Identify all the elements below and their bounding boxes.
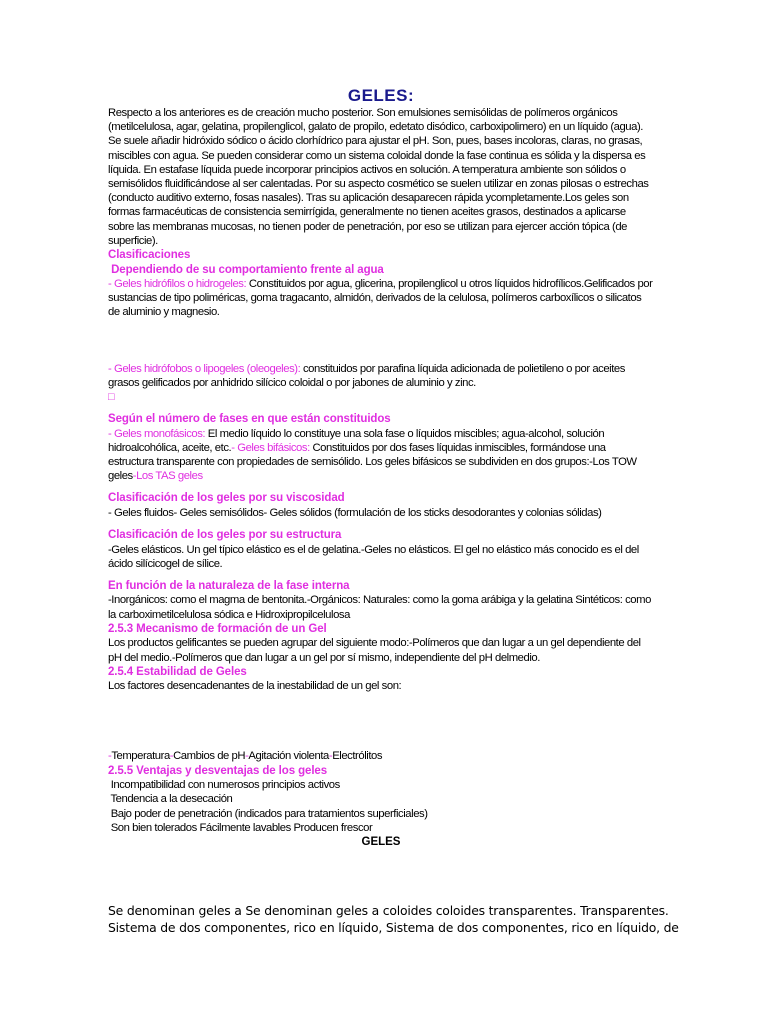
- monofasicos-label: - Geles monofásicos:: [108, 427, 206, 440]
- factor-ph: Cambios de pH: [173, 750, 246, 763]
- document-body: [108, 86, 654, 849]
- bottom-line: Sistema de dos componentes, rico en líquido, Sistema de dos componentes, rico en líquido, de: [108, 920, 679, 935]
- estructura-elasticos: -Geles elásticos. Un gel típico elástico es el de gelatina.: [108, 543, 361, 556]
- fases-paragraph: [108, 427, 654, 484]
- spacer: [108, 320, 654, 362]
- factor-agitacion: Agitación violenta: [248, 750, 329, 763]
- estructura-paragraph: [108, 543, 654, 571]
- factor-dash: -: [169, 750, 174, 763]
- tow-geles-text: -Los TOW geles: [108, 455, 637, 483]
- clasificaciones-heading: Clasificaciones: [108, 249, 191, 262]
- mecanismo-intro: Los productos gelificantes se pueden agrupar del siguiente modo:: [108, 637, 409, 650]
- mecanismo-paragraph: [108, 636, 654, 664]
- hidrofobos-label: - Geles hidrófobos o lipogeles (oleogeles):: [108, 362, 301, 375]
- mecanismo-propio: -Polímeros que dan lugar a un gel por sí mismo, independiente del pH delmedio.: [171, 651, 540, 664]
- hidrofobos-paragraph: [108, 362, 654, 390]
- intro-paragraph: Respecto a los anteriores es de creación mucho posterior. Son emulsiones semisólidas de polímeros orgánicos (metilcelulosa, agar, gelatina, propilenglicol, galato de propilo, edetato disódico, carboxipolimero) en un líquido (agua). Se suele añadir hidróxido sódico o ácido clorhídrico para ajustar el pH. Son, pues, bases incoloras, claras, no grasas, miscibles con agua. Se pueden considerar como un sistema coloidal donde la fase continua es sólida y la dispersa es líquida. En estafase líquida puede incorporar principios activos en solución. A temperatura ambiente son sólidos o semisólidos fluidificándose al ser calentadas. Por su aspecto cosmético se suelen utilizar en zonas pilosas o estrechas (conducto auditivo externo, fosas nasales). Tras su aplicación desaparecen rápida ycompletamente.Los geles son formas farmacéuticas de consistencia semirrígida, generalmente no tienen aceites grasos, destinados a aplicarse sobre las membranas mucosas, no tienen poder de penetración, por eso se utilizan para ejercer acción tópica (de superficie).: [108, 107, 649, 247]
- hidrofilos-label: - Geles hidrófilos o hidrogeles:: [108, 278, 247, 291]
- bifasicos-label: - Geles bifásicos:: [231, 441, 310, 454]
- subtitle-geles: GELES: [361, 836, 401, 848]
- ventajas-item: Incompatibilidad con numerosos principios activos: [108, 779, 340, 792]
- factor-dash: -: [328, 750, 333, 763]
- hidrofobos-text: constituidos por parafina líquida adicionada de polietileno o por aceites grasos gelificados por anhidrido silícico coloidal o por jabones de aluminio y zinc.: [108, 362, 625, 389]
- viscosidad-paragraph: [108, 506, 654, 520]
- bifasicos-text: Constituidos por dos fases líquidas inmiscibles, formándose una estructura transparente con propiedades de semisólido. Los geles bifásicos se subdividen en dos grupos:: [108, 441, 606, 468]
- factor-dash: -: [245, 750, 249, 763]
- viscosidad-fluidos: - Geles fluidos: [108, 506, 174, 519]
- factor-electrolitos: Electrólitos: [332, 750, 383, 763]
- box-glyph-icon: □: [108, 391, 115, 404]
- factor-temperatura: Temperatura: [111, 750, 170, 763]
- viscosidad-solidos: - Geles sólidos (formulación de los sticks desodorantes y colonias sólidas): [263, 506, 602, 519]
- spacer: [108, 520, 654, 528]
- estructura-no-elasticos: -Geles no elásticos. El gel no elástico más conocido es el del ácido silícicogel de sílice.: [108, 543, 639, 570]
- ventajas-item: Bajo poder de penetración (indicados para tratamientos superficiales): [108, 807, 428, 820]
- estructura-heading: Clasificación de los geles por su estructura: [108, 529, 342, 542]
- spacer: [108, 693, 654, 749]
- viscosidad-semisolidos: - Geles semisólidos: [173, 506, 264, 519]
- spacer: [108, 571, 654, 579]
- agua-subheading: Dependiendo de su comportamiento frente al agua: [108, 263, 384, 276]
- estabilidad-paragraph: Los factores desencadenantes de la inestabilidad de un gel son:: [108, 680, 402, 693]
- mecanismo-heading: 2.5.3 Mecanismo de formación de un Gel: [108, 622, 327, 635]
- naturaleza-organicos: -Orgánicos: Naturales: como la goma arábiga y la gelatina Sintéticos: como la carboximetilcelulosa sódica e Hidroxipropilcelulosa: [108, 594, 651, 621]
- tas-geles-text: -Los TAS geles: [132, 470, 203, 483]
- naturaleza-paragraph: [108, 593, 654, 621]
- naturaleza-heading: En función de la naturaleza de la fase interna: [108, 579, 350, 592]
- hidrofilos-paragraph: [108, 277, 654, 320]
- spacer: [108, 483, 654, 491]
- factores-paragraph: [108, 749, 654, 763]
- mecanismo-ph: -Polímeros que dan lugar a un gel dependiente del pH del medio.: [108, 637, 641, 664]
- viscosidad-heading: Clasificación de los geles por su viscosidad: [108, 492, 345, 505]
- page-title: GELES:: [347, 86, 415, 105]
- spacer: [108, 404, 654, 412]
- factor-dash: -: [108, 750, 112, 763]
- fases-heading: Según el número de fases en que están constituidos: [108, 413, 391, 426]
- monofasicos-text: El medio líquido lo constituye una sola fase o líquidos miscibles; agua-alcohol, solución hidroalcohólica, aceite, etc.: [108, 427, 605, 454]
- ventajas-item: Son bien tolerados Fácilmente lavables Producen frescor: [108, 821, 373, 834]
- naturaleza-inorganicos: -Inorgánicos: como el magma de bentonita.: [108, 594, 307, 607]
- bottom-line: Se denominan geles a Se denominan geles a coloides coloides transparentes. Transparentes.: [108, 903, 669, 918]
- ventajas-heading: 2.5.5 Ventajas y desventajas de los geles: [108, 764, 327, 777]
- estabilidad-heading: 2.5.4 Estabilidad de Geles: [108, 665, 247, 678]
- hidrofilos-text: Constituidos por agua, glicerina, propilenglicol u otros líquidos hidrofílicos.Gelificados por sustancias de tipo poliméricas, goma tragacanto, almidón, derivados de la celulosa, polímeros carboxílicos o silicatos de aluminio y magnesio.: [108, 278, 653, 319]
- ventajas-item: Tendencia a la desecación: [108, 793, 233, 806]
- bottom-text: [108, 902, 679, 936]
